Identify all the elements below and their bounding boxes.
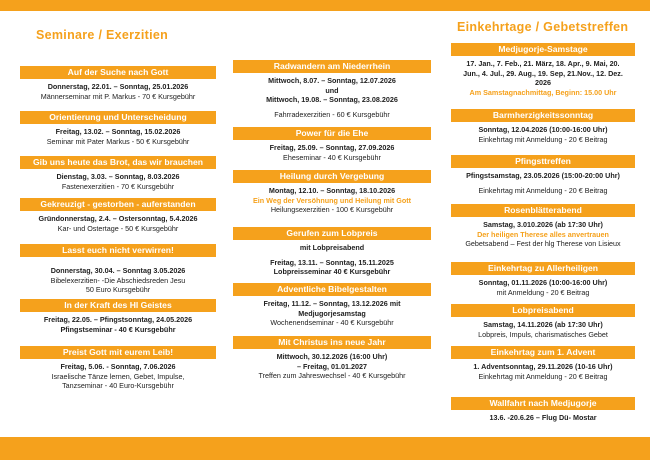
event-section: [233, 170, 431, 215]
event-header: Wallfahrt nach Medjugorje: [451, 397, 635, 410]
event-section: [233, 60, 431, 119]
event-section: [233, 283, 431, 328]
event-line: Der heiligen Therese alles anvertrauen: [477, 229, 609, 239]
event-line: Seminar mit Pater Markus - 50 € Kursgebühr: [46, 136, 190, 146]
event-line: Jun., 4. Jul., 29. Aug., 19. Sep, 21.Nov., 12. Dez.: [463, 68, 623, 78]
event-line: Freitag, 13.02. – Sonntag, 15.02.2026: [55, 127, 181, 136]
event-section: [451, 109, 635, 144]
event-line: 2026: [535, 78, 551, 88]
event-line: Männerseminar mit P. Markus - 70 € Kursgebühr: [40, 91, 196, 101]
event-line: mit Anmeldung - 20 € Beitrag: [496, 287, 590, 297]
event-section: [20, 198, 216, 233]
event-header: Preist Gott mit eurem Leib!: [20, 346, 216, 359]
event-line: Ein Weg der Versöhnung und Heilung mit Gott: [253, 195, 411, 205]
event-line: – Freitag, 01.01.2027: [297, 361, 367, 371]
event-line: Freitag, 5.06. - Sonntag, 7.06.2026: [60, 362, 176, 371]
event-line: Lobpreisseminar 40 € Kursgebühr: [273, 267, 391, 277]
event-line: Mittwoch, 19.08. – Sonntag, 23.08.2026: [266, 95, 398, 105]
event-header: Einkehrtag zum 1. Advent: [451, 346, 635, 359]
event-line: Einkehrtag mit Anmeldung - 20 € Beitrag: [478, 185, 608, 195]
event-header: Gerufen zum Lobpreis: [233, 227, 431, 240]
event-line: Medjugorjesamstag: [298, 308, 366, 318]
event-section: [451, 262, 635, 297]
event-line: Lobpreis, Impuls, charismatisches Gebet: [478, 329, 608, 339]
event-header: In der Kraft des Hl Geistes: [20, 299, 216, 312]
event-line: Montag, 12.10. – Sonntag, 18.10.2026: [268, 186, 396, 195]
event-line: 50 Euro Kursgebühr: [85, 285, 151, 295]
bottom-accent-bar: [0, 437, 650, 460]
event-line: Donnerstag, 22.01. – Sonntag, 25.01.2026: [47, 82, 189, 91]
event-section: [20, 156, 216, 191]
event-section: [20, 66, 216, 101]
event-line: Pfingstseminar - 40 € Kursgebühr: [60, 324, 176, 334]
event-line: Fastenexerzitien - 70 € Kursgebühr: [61, 181, 175, 191]
event-line: Gebetsabend – Fest der hlg Therese von Lisieux: [465, 239, 621, 249]
event-line: Freitag, 11.12. – Sonntag, 13.12.2026 mit: [263, 299, 401, 308]
event-line: Fahrradexerzitien - 60 € Kursgebühr: [274, 109, 390, 119]
event-line: Kar- und Ostertage - 50 € Kursgebühr: [57, 223, 179, 233]
event-section: [451, 204, 635, 249]
event-line: Samstag, 14.11.2026 (ab 17:30 Uhr): [483, 320, 603, 329]
event-line: Freitag, 22.05. – Pfingstsonntag, 24.05.2026: [43, 315, 193, 324]
event-section: [451, 155, 635, 195]
event-line: Wochenendseminar - 40 € Kursgebühr: [270, 318, 394, 328]
event-header: Pfingsttreffen: [451, 155, 635, 168]
event-line: Am Samstagnachmittag, Beginn: 15.00 Uhr: [469, 87, 617, 97]
event-line: 17. Jan., 7. Feb., 21. März, 18. Apr., 9. Mai, 20.: [466, 59, 620, 68]
event-line: 1. Adventsonntag, 29.11.2026 (10-16 Uhr): [473, 362, 613, 371]
event-section: [451, 43, 635, 97]
column-title: Einkehrtage / Gebetstreffen: [457, 20, 629, 34]
column-title: Seminare / Exerzitien: [36, 28, 169, 42]
event-line: Eheseminar - 40 € Kursgebühr: [283, 152, 381, 162]
event-header: Auf der Suche nach Gott: [20, 66, 216, 79]
event-header: Heilung durch Vergebung: [233, 170, 431, 183]
event-header: Einkehrtag zu Allerheiligen: [451, 262, 635, 275]
event-section: [20, 111, 216, 146]
event-line: und: [325, 85, 339, 95]
event-line: Treffen zum Jahreswechsel - 40 € Kursgebühr: [258, 371, 406, 381]
event-section: [233, 336, 431, 381]
event-header: Mit Christus ins neue Jahr: [233, 336, 431, 349]
event-line: 13.6. -20.6.26 – Flug Dü- Mostar: [489, 413, 597, 422]
event-header: Lobpreisabend: [451, 304, 635, 317]
event-header: Power für die Ehe: [233, 127, 431, 140]
event-line: Tanzseminar - 40 Euro-Kursgebühr: [62, 381, 174, 391]
event-header: Gib uns heute das Brot, das wir brauchen: [20, 156, 216, 169]
event-section: [233, 127, 431, 162]
event-line: Donnerstag, 30.04. – Sonntag 3.05.2026: [50, 266, 186, 275]
event-line: Mittwoch, 30.12.2026 (16:00 Uhr): [276, 352, 388, 361]
event-header: Rosenblätterabend: [451, 204, 635, 217]
event-header: Adventliche Bibelgestalten: [233, 283, 431, 296]
event-line: Einkehrtag mit Anmeldung - 20 € Beitrag: [478, 371, 608, 381]
event-header: Barmherzigkeitssonntag: [451, 109, 635, 122]
event-line: Mittwoch, 8.07. – Sonntag, 12.07.2026: [268, 76, 396, 85]
event-line: Dienstag, 3.03. – Sonntag, 8.03.2026: [56, 172, 180, 181]
event-line: Sonntag, 12.04.2026 (10:00-16:00 Uhr): [478, 125, 608, 134]
event-section: [233, 227, 431, 277]
event-line: Gründonnerstag, 2.4. – Ostersonntag, 5.4.2026: [38, 214, 198, 223]
event-header: Orientierung und Unterscheidung: [20, 111, 216, 124]
event-section: [20, 299, 216, 334]
event-line: Freitag, 25.09. – Sonntag, 27.09.2026: [269, 143, 395, 152]
event-section: [451, 397, 635, 423]
event-section: [20, 244, 216, 295]
event-section: [20, 346, 216, 391]
event-line: Einkehrtag mit Anmeldung - 20 € Beitrag: [478, 134, 608, 144]
event-header: Lasst euch nicht verwirren!: [20, 244, 216, 257]
event-line: Pfingstsamstag, 23.05.2026 (15:00-20:00 Uhr): [466, 171, 620, 180]
event-line: Heilungsexerzitien - 100 € Kursgebühr: [270, 205, 394, 215]
event-header: Gekreuzigt - gestorben - auferstanden: [20, 198, 216, 211]
event-line: Israelische Tänze lernen, Gebet, Impulse,: [51, 371, 185, 381]
event-line: Samstag, 3.010.2026 (ab 17:30 Uhr): [483, 220, 603, 229]
event-line: mit Lobpreisabend: [299, 243, 365, 252]
event-section: [451, 346, 635, 381]
event-line: Sonntag, 01.11.2026 (10:00-16:00 Uhr): [478, 278, 608, 287]
top-accent-bar: [0, 0, 650, 11]
event-header: Radwandern am Niederrhein: [233, 60, 431, 73]
event-line: Freitag, 13.11. – Sonntag, 15.11.2025: [270, 257, 394, 267]
event-line: Bibelexerzitien- -Die Abschiedsreden Jesu: [50, 275, 186, 285]
event-header: Medjugorje-Samstage: [451, 43, 635, 56]
event-section: [451, 304, 635, 339]
